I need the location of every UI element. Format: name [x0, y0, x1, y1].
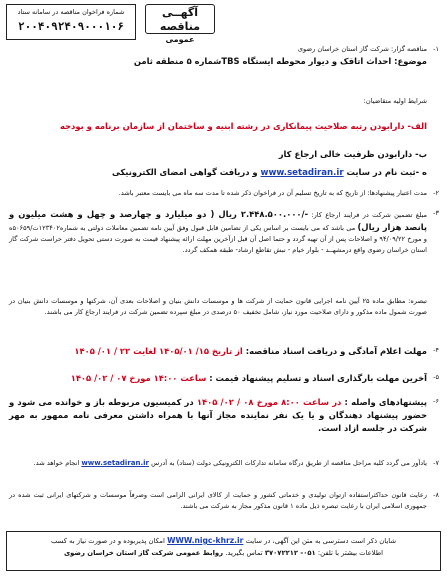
domestic-law-text: رعایت قانون حداکثراستفاده ازتوان تولیدی و خدماتی کشور و حمایت از کالای ایرانی الزامی است وصرفاً موسسات و شرکتهای ایرانی ثبت شده در جمهوری اسلامی ایران با رعایت تبصره ذیل ماده ۱ قانون مذکور مجاز به شرکت می باشند. — [9, 491, 427, 510]
item-3 — [9, 208, 437, 256]
tender-reference-number: ۲۰۰۴۰۹۲۴۰۹۰۰۰۱۰۶ — [18, 20, 124, 33]
subject-line: موضوع: احداث اتاقک و دیوار محوطه ایستگاه TBSشماره ۵ منطقه ثامن — [133, 56, 427, 66]
validity-text: مدت اعتبار پیشنهادها: از تاریخ که به تاریخ تسلیم آن در فراخوان ذکر شده تا مدت سه ماه می بایست معتبر باشد. — [118, 189, 427, 197]
condition-c-pre: ه -ثبت نام در سایت — [346, 167, 427, 177]
item-7-number: ۷- — [433, 459, 439, 467]
item-7 — [9, 458, 437, 469]
setadiran-link-2[interactable]: www.setadiran.ir — [81, 459, 150, 467]
item-1 — [9, 44, 437, 68]
guarantee-label: مبلغ تضمین شرکت در فرایند ارجاع کار: — [311, 211, 427, 219]
guarantee-amount: -/۲.۴۴۸.۵۰۰.۰۰۰ ریال ( دو میلیارد و چهارصد و چهل و هشت میلیون و پانصد هزار ریال) — [9, 209, 427, 232]
item-8-number: ۸- — [433, 491, 439, 499]
bid-deadline-dates: ساعت ۱۴:۰۰ مورخ ۰۷ / ۰۲/ ۱۴۰۵ — [70, 373, 207, 383]
docs-deadline-label: مهلت اعلام آمادگی و دریافت اسناد مناقصه: — [245, 346, 427, 356]
item-5-number: ۵- — [433, 373, 439, 381]
footer-pre: شایان ذکر است دسترسی به متن این آگهی، در سایت — [245, 537, 397, 545]
footer-box — [6, 531, 441, 571]
item-2 — [9, 188, 437, 199]
portal-note-pre: یادآور می گردد کلیه مراحل مناقصه از طریق درگاه سامانه تدارکات الکترونیکی دولت (ستاد) به آدرس — [151, 459, 427, 467]
footer-phone-post: تماس بگیرید. — [225, 549, 263, 557]
condition-a: الف- دارابودن رتبه صلاحیت پیمانکاری در رشته ابنیه و ساختمان از سازمان برنامه و بودجه — [59, 121, 427, 131]
footer-phone-label: اطلاعات بیشتر با تلفن: — [317, 549, 384, 557]
setadiran-link[interactable]: www.setadiran.ir — [260, 168, 344, 178]
notice-title: آگهــی مناقصه — [159, 6, 201, 33]
opening-details: در کمیسیون مربوطه باز و خوانده می شود و حضور پیشنهاد دهندگان و یا یک نفر نماینده مجاز آنها با همراه داشتن معرفی نامه ممهور به مهر شرکت در جلسه ازاد است. — [9, 397, 427, 433]
footer-phone: ۰۵۱- ۳۷۰۷۲۲۱۲ — [264, 549, 316, 557]
tender-reference-label: شماره فراخوان مناقصه در سامانه ستاد — [17, 8, 125, 16]
item-8 — [9, 490, 437, 512]
notice-title-box — [145, 4, 215, 44]
item-4 — [9, 345, 437, 358]
item-4-number: ۴- — [433, 346, 439, 354]
bid-deadline-label: آخرین مهلت بارگذاری اسناد و تسلیم پیشنهاد قیمت : — [209, 373, 427, 383]
footer-org: روابط عمومی شرکت گاز استان خراسان رضوی — [63, 549, 224, 557]
tender-reference-box — [6, 4, 136, 40]
footer-post: امکان پذیربوده و در صورت نیاز به کسب — [50, 537, 165, 545]
opening-label: پیشنهادهای واصله : — [344, 397, 428, 407]
item-1-number: ۱- — [433, 45, 439, 53]
notice-subtitle: عمومی — [165, 35, 195, 44]
nigc-link[interactable]: WWW.nigc-khrz.ir — [167, 536, 244, 545]
item-6-number: ۶- — [433, 397, 439, 405]
item-2-number: ۲- — [433, 189, 439, 197]
guarantee-details: می باشد که می بایست بر اساس یکی از تضامین قابل قبول وفق آیین نامه تضمین معاملات دولتی به شماره۱۲۳۴۰۲ت/۵۰۶۵۹ه و مورخ ۹۴/۰۹/۲۲ و اصلاحات پس از آن تهیه گردد و حتما اصل آن قبل ازآخرین مهلت ارائه پیشنهاد قیمت به صورت دستی تحویل دفتر حراست شرکت گاز استان خراسان رضوی واقع درمشهــد - بلوار خیام - نبش تقاطع ارشاد- طبقه همکف گردد. — [9, 224, 427, 254]
condition-c — [9, 166, 437, 180]
item-6 — [9, 396, 437, 435]
docs-deadline-dates: از تاریخ ۱۵/ ۱۴۰۵/۰۱ لغایت ۲۲ / ۰۱/ ۱۴۰۵ — [74, 346, 243, 356]
employer-line: مناقصه گزار: شرکت گاز استان خراسان رضوی — [297, 45, 427, 53]
knowledge-based-note: تبصره: مطابق ماده ۲۵ آیین نامه اجرایی قانون حمایت از شرکت ها و موسسات دانش بنیان و اصلاحات بعدی آن، شرکتها و موسسات دانش بنیان در صورت شمول ماده مذکور و دارای صلاحیت مورد نیاز، شامل تخفیف ۵۰ درصدی در مبلغ سپرده تضمین شرکت در فرایند ارجاع کار می باشند. — [9, 297, 427, 316]
item-5 — [9, 372, 437, 385]
condition-c-post: و دریافت گواهی امضای الکترونیکی — [111, 167, 258, 177]
item-3-number: ۳- — [433, 209, 439, 217]
opening-dates: در ساعت ۸:۰۰ مورخ ۰۸ / ۰۲/ ۱۴۰۵ — [196, 397, 342, 407]
conditions-title: شرایط اولیه متقاضیان: — [363, 97, 427, 105]
portal-note-post: انجام خواهد شد. — [33, 459, 80, 467]
condition-b: ب- دارابودن ظرفیت خالی ارجاع کار — [278, 149, 427, 159]
